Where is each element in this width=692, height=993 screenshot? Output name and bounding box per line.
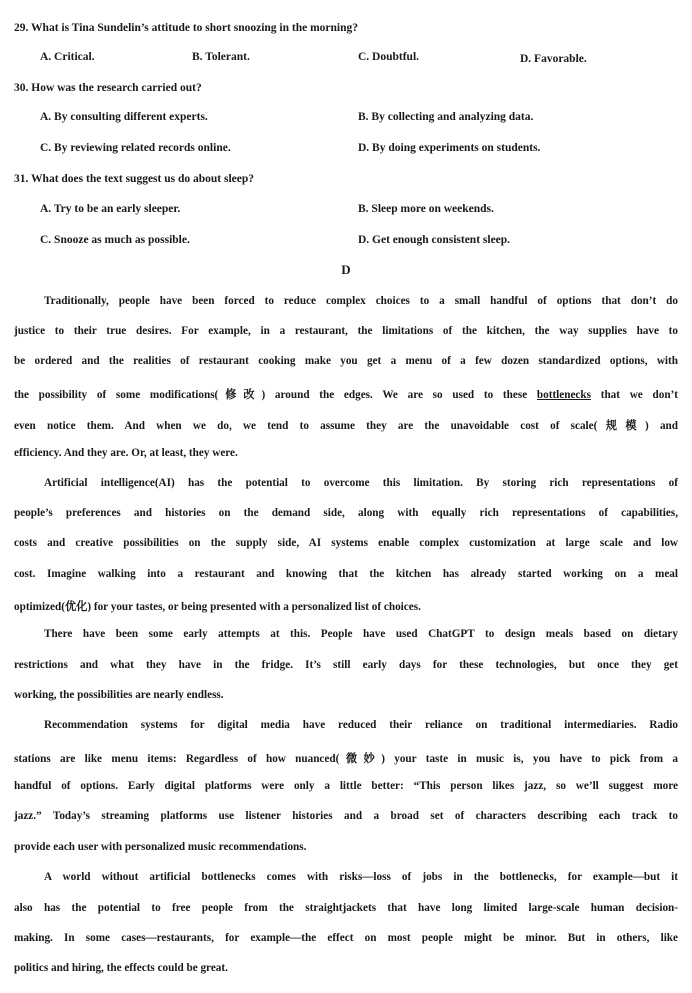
passage-line: optimized(优化) for your tastes, or being presented with a personalized list of choices. (14, 601, 421, 613)
q30-option-d: D. By doing experiments on students. (358, 142, 541, 154)
section-title: D (341, 262, 351, 277)
q31-option-a: A. Try to be an early sleeper. (40, 203, 181, 215)
q30-option-c: C. By reviewing related records online. (40, 142, 231, 154)
passage-line: working, the possibilities are nearly endless. (14, 689, 224, 701)
passage-line: Traditionally, people have been forced to reduce complex choices to a small handful of options that don’t do (44, 295, 678, 307)
passage-line: There have been some early attempts at this. People have used ChatGPT to design meals based on dietary (44, 628, 678, 640)
q31-option-c: C. Snooze as much as possible. (40, 234, 190, 246)
question-29-stem: 29. What is Tina Sundelin’s attitude to short snoozing in the morning? (14, 22, 359, 34)
passage-line: A world without artificial bottlenecks comes with risks—loss of jobs in the bottlenecks, for example—but it (44, 871, 678, 883)
passage-line: be ordered and the realities of restaurant cooking make you get a menu of a few dozen standardized options, with (14, 355, 678, 367)
passage-line: costs and creative possibilities on the supply side, AI systems enable complex customization at large scale and low (14, 537, 678, 549)
passage-line: justice to their true desires. For example, in a restaurant, the limitations of the kitchen, the way supplies have to (14, 325, 678, 337)
passage-line: making. In some cases—restaurants, for example—the effect on most people might be minor. But in others, like (14, 932, 678, 944)
q29-option-d: D. Favorable. (520, 53, 587, 65)
passage-line: handful of options. Early digital platforms were only a little better: “This person likes jazz, so we’ll suggest more (14, 780, 678, 792)
q30-option-a: A. By consulting different experts. (40, 111, 208, 123)
q30-option-b: B. By collecting and analyzing data. (358, 111, 534, 123)
q29-option-a: A. Critical. (40, 51, 95, 63)
q31-option-d: D. Get enough consistent sleep. (358, 234, 511, 246)
passage-line: people’s preferences and histories on the demand side, along with equally rich representations of capabilities, (14, 507, 678, 519)
passage-line: politics and hiring, the effects could be great. (14, 962, 228, 974)
passage-line: stations are like menu items: Regardless of how nuanced(微妙) your taste in music is, you have to pick from a (14, 753, 678, 765)
passage-line: efficiency. And they are. Or, at least, they were. (14, 447, 238, 459)
passage-line (14, 386, 678, 402)
q29-option-c: C. Doubtful. (358, 51, 420, 63)
underlined-word-bottlenecks: bottlenecks (536, 389, 591, 401)
passage-line: provide each user with personalized music recommendations. (14, 841, 307, 853)
passage-line: jazz.” Today’s streaming platforms use listener histories and a broad set of characters describing each track to (14, 810, 678, 822)
passage-line: Artificial intelligence(AI) has the potential to overcome this limitation. By storing rich representations of (44, 477, 678, 489)
question-31-stem: 31. What does the text suggest us do about sleep? (14, 173, 255, 185)
passage-text: that we don’t (590, 389, 678, 401)
q29-option-b: B. Tolerant. (192, 51, 250, 63)
passage-line: cost. Imagine walking into a restaurant and knowing that the kitchen has already started working on a meal (14, 568, 678, 580)
passage-line: even notice them. And when we do, we tend to assume they are the unavoidable cost of scale(规模) and (14, 420, 678, 432)
passage-line: restrictions and what they have in the fridge. It’s still early days for these technologies, but once they get (14, 659, 678, 671)
passage-text: the possibility of some modifications(修改) around the edges. We are so used to these (14, 389, 537, 401)
question-30-stem: 30. How was the research carried out? (14, 82, 202, 94)
q31-option-b: B. Sleep more on weekends. (358, 203, 494, 215)
passage-line: also has the potential to free people from the straightjackets that have long limited large-scale human decision- (14, 902, 678, 914)
passage-line: Recommendation systems for digital media have reduced their reliance on traditional intermediaries. Radio (44, 719, 678, 731)
